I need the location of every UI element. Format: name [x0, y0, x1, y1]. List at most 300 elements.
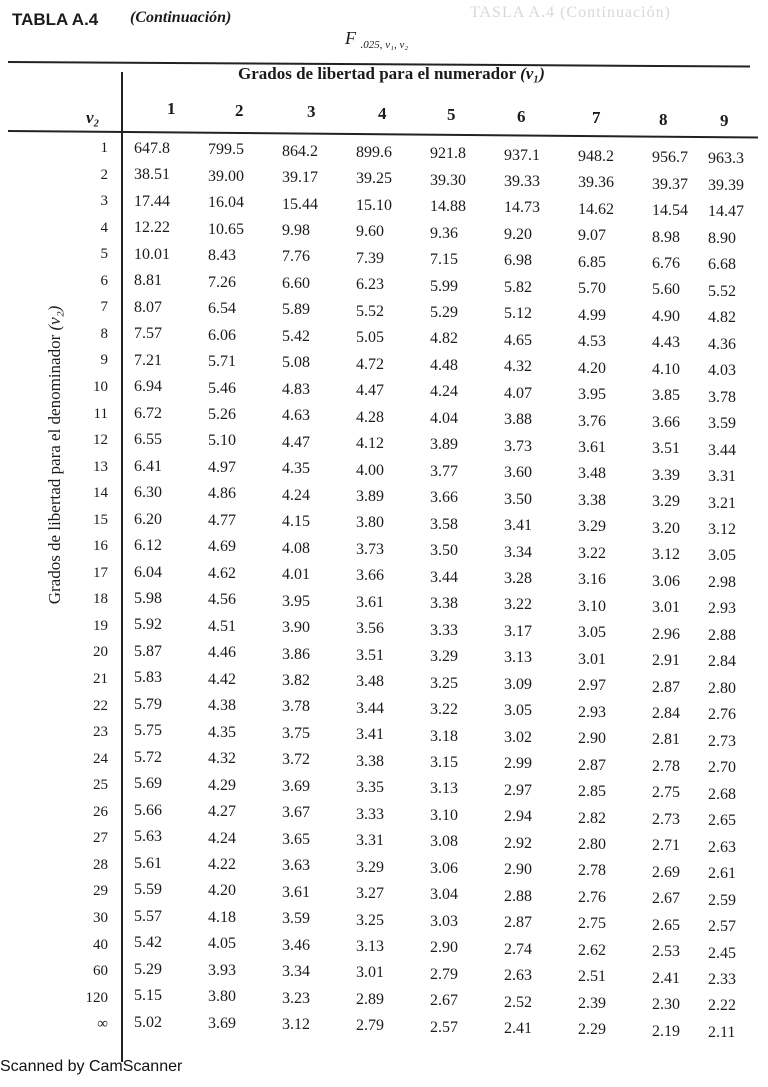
- table-cell: 6.30: [134, 484, 162, 502]
- table-cell: 2.75: [578, 915, 606, 933]
- table-cell: 2.88: [504, 887, 532, 905]
- table-cell: 3.06: [430, 859, 458, 877]
- bleed-through-text: TASLA A.4 (Continuación): [470, 4, 671, 21]
- table-cell: 2.74: [504, 940, 532, 958]
- table-cell: 39.00: [208, 167, 244, 185]
- table-cell: 2.79: [356, 1017, 384, 1035]
- table-cell: 3.31: [356, 832, 384, 850]
- table-cell: 3.05: [708, 547, 736, 565]
- table-label: TABLA A.4: [12, 10, 99, 29]
- table-cell: 2.67: [652, 890, 680, 908]
- table-cell: 3.29: [652, 493, 680, 511]
- table-cell: 3.59: [282, 910, 310, 928]
- table-cell: 7.57: [134, 325, 162, 343]
- table-cell: 9.07: [578, 227, 606, 245]
- table-cell: 2.94: [504, 808, 532, 826]
- table-cell: 2.93: [708, 600, 736, 618]
- table-cell: 3.08: [430, 833, 458, 851]
- table-cell: 3.01: [652, 599, 680, 617]
- table-cell: 4.69: [208, 538, 236, 556]
- table-cell: 6.23: [356, 276, 384, 294]
- table-cell: 4.38: [208, 697, 236, 715]
- table-cell: 899.6: [356, 143, 392, 161]
- nu2-value: 30: [93, 909, 108, 926]
- table-cell: 3.05: [504, 702, 532, 720]
- table-cell: 3.34: [504, 543, 532, 561]
- table-cell: 3.34: [282, 963, 310, 981]
- table-cell: 5.02: [134, 1013, 162, 1031]
- table-cell: 3.93: [208, 961, 236, 979]
- table-cell: 3.13: [356, 938, 384, 955]
- table-cell: 3.44: [356, 699, 384, 717]
- table-cell: 3.22: [578, 544, 606, 562]
- table-cell: 3.20: [652, 519, 680, 537]
- table-cell: 2.57: [708, 918, 736, 936]
- table-cell: 2.41: [652, 969, 680, 987]
- subtitle-sub: .025, v₁, v₂: [360, 39, 409, 51]
- table-cell: 2.98: [708, 573, 736, 591]
- table-cell: 3.78: [282, 698, 310, 716]
- table-cell: 921.8: [430, 145, 466, 163]
- table-cell: 3.58: [430, 515, 458, 533]
- table-cell: 8.81: [134, 272, 162, 290]
- table-cell: 3.01: [578, 650, 606, 668]
- nu2-header: v₂: [86, 108, 100, 127]
- table-cell: 3.05: [578, 624, 606, 642]
- table-cell: 5.42: [282, 327, 310, 345]
- column-header: 8: [659, 109, 668, 129]
- table-cell: 3.31: [708, 468, 736, 486]
- nu2-value: 16: [93, 538, 108, 555]
- table-cell: 3.38: [578, 491, 606, 509]
- table-cell: 2.19: [652, 1022, 680, 1040]
- nu2-value: 60: [93, 963, 108, 980]
- nu2-value: 2: [100, 166, 108, 183]
- table-cell: 39.30: [430, 171, 466, 189]
- table-cell: 2.39: [578, 994, 606, 1012]
- table-cell: 4.62: [208, 564, 236, 582]
- table-cell: 3.51: [652, 440, 680, 458]
- table-cell: 14.88: [430, 198, 466, 216]
- table-cell: 2.80: [578, 836, 606, 854]
- table-cell: 3.89: [356, 488, 384, 505]
- table-cell: 4.77: [208, 511, 236, 529]
- table-cell: 3.12: [652, 546, 680, 564]
- table-cell: 2.41: [504, 1020, 532, 1037]
- column-header: 5: [447, 105, 456, 124]
- table-cell: 3.10: [430, 806, 458, 824]
- table-cell: 4.12: [356, 435, 384, 453]
- table-cell: 14.47: [708, 203, 744, 221]
- table-cell: 3.35: [356, 779, 384, 797]
- table-cell: 9.36: [430, 224, 458, 242]
- table-cell: 3.22: [504, 596, 532, 614]
- table-cell: 3.66: [652, 413, 680, 431]
- nu2-value: 23: [93, 724, 108, 741]
- table-cell: 3.66: [430, 489, 458, 507]
- table-cell: 3.50: [430, 542, 458, 560]
- table-cell: 2.61: [708, 865, 736, 883]
- table-cell: 4.43: [652, 334, 680, 352]
- table-cell: 5.15: [134, 987, 162, 1005]
- table-cell: 3.02: [504, 728, 532, 746]
- table-cell: 5.75: [134, 722, 162, 740]
- table-cell: 2.65: [708, 812, 736, 830]
- table-cell: 5.52: [356, 302, 384, 320]
- table-cell: 3.25: [430, 674, 458, 692]
- table-cell: 4.36: [708, 335, 736, 353]
- table-cell: 5.89: [282, 301, 310, 319]
- table-cell: 5.29: [430, 304, 458, 322]
- table-cell: 5.72: [134, 748, 162, 766]
- nu2-value: 4: [100, 219, 108, 236]
- table-cell: 2.71: [652, 837, 680, 855]
- table-cell: 4.20: [208, 882, 236, 900]
- table-cell: 3.80: [356, 514, 384, 532]
- table-cell: 2.22: [708, 997, 736, 1015]
- table-cell: 3.12: [282, 1016, 310, 1034]
- table-cell: 3.22: [430, 701, 458, 719]
- column-header: 9: [720, 111, 729, 130]
- table-cell: 14.62: [578, 200, 614, 218]
- table-cell: 3.80: [208, 988, 236, 1006]
- table-cell: 6.94: [134, 378, 162, 396]
- table-cell: 3.61: [578, 438, 606, 456]
- table-cell: 2.82: [578, 809, 606, 827]
- table-cell: 2.84: [652, 704, 680, 722]
- table-cell: 8.07: [134, 298, 162, 316]
- column-header: 3: [307, 102, 316, 121]
- table-cell: 2.80: [708, 679, 736, 697]
- table-cell: 3.23: [282, 989, 310, 1007]
- table-cell: 3.95: [282, 592, 310, 610]
- table-cell: 3.01: [356, 964, 384, 982]
- nu2-value: 8: [100, 325, 108, 342]
- table-cell: 2.88: [708, 626, 736, 644]
- table-cell: 7.39: [356, 249, 384, 267]
- table-cell: 14.73: [504, 199, 540, 217]
- table-cell: 5.59: [134, 881, 162, 899]
- table-cell: 3.27: [356, 885, 384, 903]
- table-cell: 2.29: [578, 1021, 606, 1039]
- table-cell: 39.33: [504, 172, 540, 190]
- table-cell: 2.76: [708, 706, 736, 724]
- table-cell: 4.32: [504, 358, 532, 376]
- nu2-value: 29: [93, 883, 108, 900]
- table-cell: 5.99: [430, 277, 458, 295]
- table-cell: 4.20: [578, 359, 606, 377]
- subtitle-main: F: [345, 28, 356, 48]
- table-cell: 3.95: [578, 386, 606, 404]
- denominator-title: [45, 306, 65, 605]
- table-cell: 2.45: [708, 944, 736, 962]
- table-cell: 4.99: [578, 306, 606, 324]
- table-cell: 4.82: [708, 309, 736, 327]
- table-cell: 3.73: [356, 540, 384, 558]
- table-cell: 5.82: [504, 278, 532, 296]
- table-cell: 4.35: [208, 723, 236, 741]
- table-cell: 2.87: [652, 678, 680, 696]
- table-cell: 5.83: [134, 669, 162, 687]
- numerator-title-text: Grados de libertad para el numerador: [238, 64, 516, 83]
- table-cell: 4.29: [208, 776, 236, 794]
- table-cell: 5.87: [134, 642, 162, 660]
- table-cell: 2.73: [708, 732, 736, 750]
- table-cell: 5.46: [208, 379, 236, 397]
- table-cell: 5.92: [134, 616, 162, 634]
- table-cell: 4.00: [356, 461, 384, 479]
- table-cell: 5.57: [134, 907, 162, 925]
- nu2-value: 9: [100, 352, 108, 369]
- numerator-symbol: (v₁): [520, 64, 545, 83]
- table-cell: 9.98: [282, 222, 310, 239]
- table-cell: 2.33: [708, 970, 736, 988]
- table-cell: 2.59: [708, 891, 736, 909]
- table-cell: 3.88: [504, 411, 532, 429]
- table-cell: 963.3: [708, 150, 744, 168]
- table-cell: 4.56: [208, 591, 236, 609]
- table-cell: 4.51: [208, 617, 236, 635]
- table-cell: 3.15: [430, 754, 458, 771]
- table-cell: 4.28: [356, 408, 384, 426]
- table-cell: 6.60: [282, 274, 310, 292]
- table-cell: 2.85: [578, 783, 606, 801]
- nu2-value: 40: [93, 936, 108, 953]
- table-cell: 3.89: [430, 436, 458, 454]
- nu2-value: 17: [93, 564, 108, 581]
- table-cell: 2.70: [708, 759, 736, 777]
- table-cell: 39.36: [578, 174, 614, 192]
- table-cell: 9.20: [504, 225, 532, 243]
- table-cell: 5.10: [208, 432, 236, 450]
- numerator-title: [238, 64, 545, 84]
- table-cell: 3.46: [282, 936, 310, 954]
- table-cell: 2.90: [578, 730, 606, 748]
- table-cell: 8.90: [708, 229, 736, 247]
- table-cell: 3.06: [652, 572, 680, 590]
- table-cell: 4.63: [282, 407, 310, 425]
- table-cell: 2.73: [652, 810, 680, 828]
- table-cell: 3.41: [356, 726, 384, 744]
- table-cell: 937.1: [504, 146, 540, 164]
- table-cell: 8.43: [208, 247, 236, 265]
- table-cell: 2.89: [356, 990, 384, 1008]
- table-cell: 3.69: [282, 777, 310, 795]
- nu2-value: 120: [85, 989, 108, 1006]
- column-header: 2: [235, 100, 244, 120]
- table-cell: 2.96: [652, 625, 680, 643]
- table-cell: 3.51: [356, 646, 384, 664]
- nu2-value: 11: [93, 405, 108, 422]
- table-cell: 2.63: [504, 967, 532, 985]
- table-cell: 2.75: [652, 784, 680, 802]
- table-cell: 3.09: [504, 675, 532, 693]
- table-cell: 3.33: [356, 805, 384, 823]
- table-cell: 5.29: [134, 960, 162, 978]
- table-cell: 3.65: [282, 830, 310, 848]
- table-cell: 3.59: [708, 415, 736, 433]
- table-cell: 4.47: [356, 382, 384, 400]
- table-cell: 12.22: [134, 219, 170, 237]
- table-cell: 2.92: [504, 834, 532, 852]
- table-cell: 4.05: [208, 935, 236, 953]
- table-cell: 10.01: [134, 245, 170, 263]
- table-cell: 3.41: [504, 517, 532, 535]
- table-cell: 2.87: [578, 756, 606, 774]
- table-cell: 4.47: [282, 433, 310, 451]
- table-cell: 2.84: [708, 653, 736, 671]
- table-cell: 4.24: [208, 829, 236, 847]
- table-cell: 3.75: [282, 724, 310, 742]
- table-cell: 3.85: [652, 387, 680, 405]
- table-cell: 7.21: [134, 351, 162, 369]
- table-cell: 3.33: [430, 621, 458, 639]
- table-cell: 3.38: [430, 595, 458, 613]
- table-cell: 7.76: [282, 248, 310, 266]
- table-cell: 2.11: [708, 1023, 736, 1041]
- table-subtitle: [345, 28, 408, 51]
- table-cell: 10.65: [208, 220, 244, 238]
- nu2-value: 25: [93, 777, 108, 794]
- table-cell: 3.77: [430, 462, 458, 480]
- table-cell: 4.35: [282, 460, 310, 478]
- table-cell: 5.05: [356, 329, 384, 347]
- table-cell: 4.18: [208, 908, 236, 926]
- denominator-symbol: (v₂): [45, 305, 64, 331]
- table-cell: 647.8: [134, 140, 170, 157]
- table-cell: 5.08: [282, 354, 310, 372]
- table-cell: 2.63: [708, 838, 736, 856]
- table-cell: 2.51: [578, 968, 606, 986]
- table-cell: 3.61: [282, 883, 310, 901]
- table-cell: 17.44: [134, 192, 170, 210]
- table-cell: 4.24: [282, 486, 310, 504]
- table-cell: 6.12: [134, 537, 162, 555]
- nu2-value: 12: [93, 432, 108, 449]
- table-cell: 4.42: [208, 670, 236, 688]
- table-cell: 4.90: [652, 307, 680, 325]
- table-cell: 4.22: [208, 855, 236, 873]
- table-cell: 6.20: [134, 510, 162, 528]
- table-cell: 16.04: [208, 194, 244, 212]
- table-cell: 2.97: [578, 677, 606, 695]
- nu2-value: 19: [93, 617, 108, 634]
- table-cell: 948.2: [578, 147, 614, 165]
- continuation-label: (Continuación): [130, 9, 232, 26]
- table-cell: 39.25: [356, 170, 392, 188]
- table-cell: 4.15: [282, 513, 310, 531]
- table-cell: 2.93: [578, 703, 606, 721]
- table-cell: 3.17: [504, 622, 532, 640]
- scanner-footer: Scanned by CamScanner: [0, 1058, 183, 1075]
- table-cell: 3.86: [282, 645, 310, 663]
- table-cell: 4.03: [708, 362, 736, 380]
- table-cell: 3.29: [356, 858, 384, 876]
- table-cell: 8.98: [652, 228, 680, 246]
- table-cell: 5.26: [208, 406, 236, 423]
- table-cell: 5.70: [578, 280, 606, 298]
- table-cell: 799.5: [208, 141, 244, 159]
- nu2-value: 5: [100, 246, 108, 263]
- table-cell: 4.32: [208, 750, 236, 768]
- nu2-value: 14: [93, 485, 108, 502]
- table-cell: 3.63: [282, 857, 310, 875]
- column-divider: [121, 72, 123, 1062]
- table-cell: 6.55: [134, 431, 162, 449]
- table-cell: 7.15: [430, 251, 458, 269]
- table-cell: 5.98: [134, 589, 162, 607]
- table-cell: 4.48: [430, 356, 458, 374]
- table-cell: 3.78: [708, 388, 736, 406]
- table-cell: 3.69: [208, 1014, 236, 1032]
- table-cell: 3.60: [504, 464, 532, 482]
- table-cell: 2.67: [430, 992, 458, 1010]
- table-cell: 4.46: [208, 644, 236, 662]
- table-cell: 4.83: [282, 380, 310, 398]
- table-cell: 3.21: [708, 494, 736, 512]
- column-header: 6: [517, 106, 526, 126]
- table-cell: 5.60: [652, 281, 680, 299]
- table-cell: 5.52: [708, 282, 736, 300]
- table-cell: 4.97: [208, 458, 236, 476]
- nu2-value: 6: [100, 272, 108, 289]
- table-cell: 3.44: [430, 568, 458, 586]
- table-cell: 6.68: [708, 256, 736, 274]
- column-header: 4: [378, 103, 387, 123]
- table-cell: 4.10: [652, 360, 680, 378]
- table-cell: 2.30: [652, 996, 680, 1014]
- table-cell: 2.87: [504, 914, 532, 932]
- table-cell: 3.61: [356, 593, 384, 611]
- table-cell: 956.7: [652, 149, 688, 167]
- nu2-value: 18: [93, 591, 108, 608]
- table-cell: 14.54: [652, 202, 688, 220]
- table-cell: 2.69: [652, 863, 680, 881]
- table-cell: 2.53: [652, 943, 680, 961]
- nu2-value: 24: [93, 750, 108, 767]
- table-cell: 5.61: [134, 854, 162, 872]
- table-cell: 864.2: [282, 142, 318, 160]
- table-cell: 2.52: [504, 993, 532, 1011]
- table-cell: 3.90: [282, 619, 310, 637]
- table-cell: 3.48: [356, 673, 384, 691]
- table-cell: 3.44: [708, 441, 736, 459]
- nu2-value: 1: [100, 140, 108, 156]
- table-cell: 2.62: [578, 941, 606, 959]
- table-cell: 3.76: [578, 412, 606, 430]
- table-cell: 2.79: [430, 965, 458, 983]
- table-cell: 4.01: [282, 566, 310, 584]
- table-cell: 39.39: [708, 176, 744, 194]
- table-cell: 6.85: [578, 253, 606, 271]
- table-cell: 3.03: [430, 912, 458, 930]
- table-cell: 4.53: [578, 333, 606, 351]
- table-cell: 3.73: [504, 437, 532, 455]
- table-cell: 5.71: [208, 353, 236, 371]
- table-cell: 3.04: [430, 886, 458, 904]
- table-cell: 2.90: [504, 861, 532, 879]
- table-cell: 2.99: [504, 755, 532, 773]
- table-cell: 6.76: [652, 254, 680, 272]
- table-cell: 4.24: [430, 383, 458, 401]
- nu2-value: 3: [100, 193, 108, 210]
- table-cell: 4.86: [208, 485, 236, 503]
- table-cell: 4.65: [504, 331, 532, 349]
- table-cell: 3.13: [504, 649, 532, 667]
- table-cell: 4.04: [430, 409, 458, 427]
- nu2-value: 27: [93, 830, 108, 847]
- table-cell: 9.60: [356, 223, 384, 241]
